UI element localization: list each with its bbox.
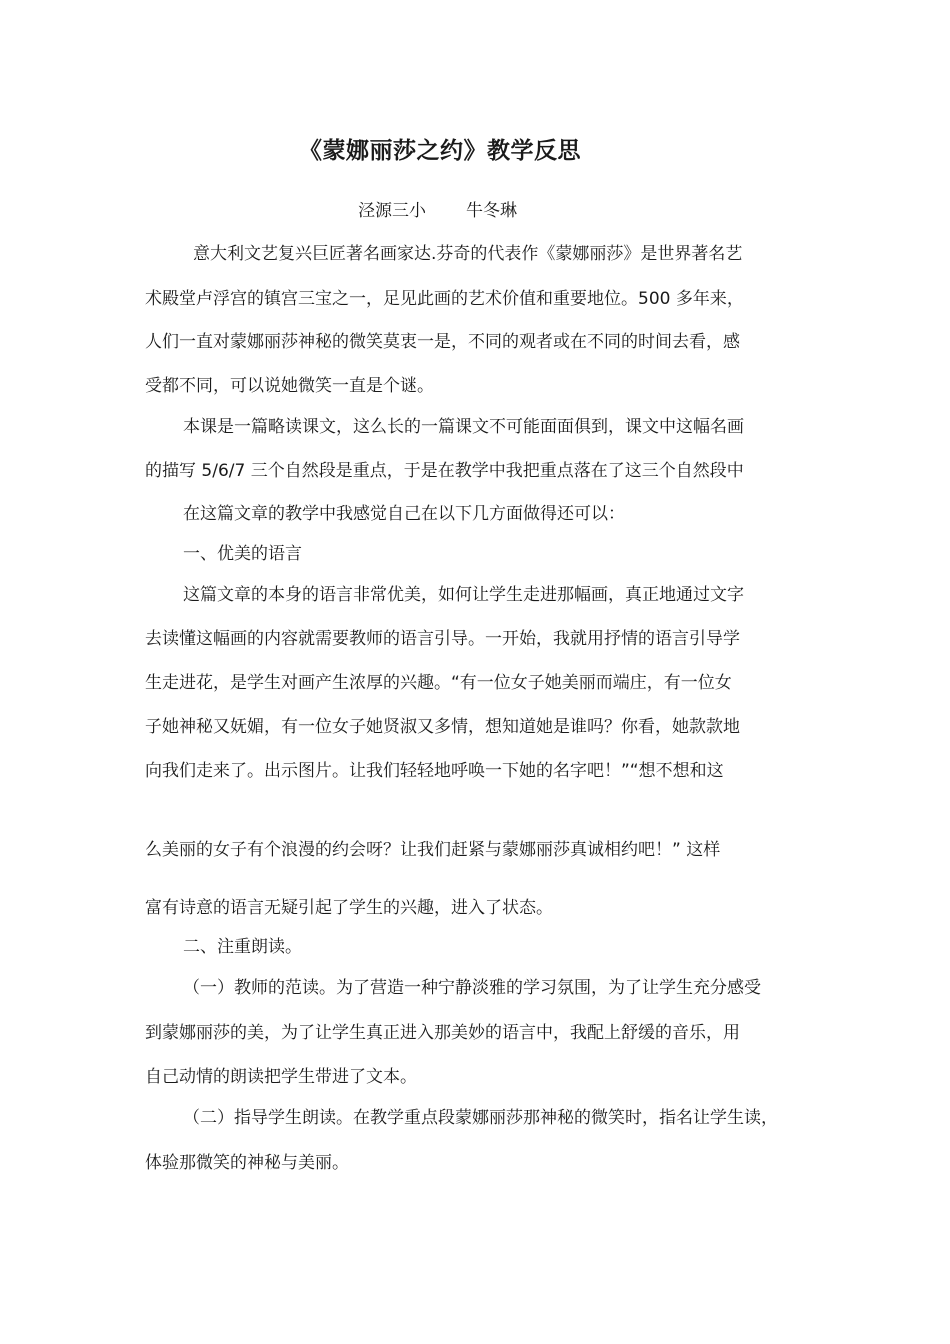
byline: [358, 196, 517, 221]
body-line: 这篇文章的本身的语言非常优美，如何让学生走进那幅画，真正地通过文字: [183, 585, 744, 605]
body-line: 去读懂这幅画的内容就需要教师的语言引导。一开始，我就用抒情的语言引导学: [145, 629, 740, 649]
school-name: 泾源三小: [358, 201, 426, 221]
body-line: 意大利文艺复兴巨匠著名画家达.芬奇的代表作《蒙娜丽莎》是世界著名艺: [193, 244, 743, 264]
body-line: 富有诗意的语言无疑引起了学生的兴趣，进入了状态。: [145, 898, 553, 918]
body-line: （二）指导学生朗读。在教学重点段蒙娜丽莎那神秘的微笑时，指名让学生读，: [183, 1108, 778, 1128]
body-line: 么美丽的女子有个浪漫的约会呀？让我们赶紧与蒙娜丽莎真诚相约吧！” 这样: [145, 840, 721, 860]
body-line: 术殿堂卢浮宫的镇宫三宝之一，足见此画的艺术价值和重要地位。500 多年来，: [145, 289, 744, 309]
body-line: （一）教师的范读。为了营造一种宁静淡雅的学习氛围，为了让学生充分感受: [183, 978, 761, 998]
body-line: 子她神秘又妩媚，有一位女子她贤淑又多情，想知道她是谁吗？你看，她款款地: [145, 717, 740, 737]
body-line: 自己动情的朗读把学生带进了文本。: [145, 1067, 417, 1087]
body-line: 生走进花，是学生对画产生浓厚的兴趣。“有一位女子她美丽而端庄，有一位女: [145, 673, 732, 693]
section-heading: 二、注重朗读。: [183, 937, 302, 957]
body-line: 到蒙娜丽莎的美，为了让学生真正进入那美妙的语言中，我配上舒缓的音乐，用: [145, 1023, 740, 1043]
body-line: 本课是一篇略读课文，这么长的一篇课文不可能面面俱到，课文中这幅名画: [183, 417, 744, 437]
body-line: 体验那微笑的神秘与美丽。: [145, 1153, 349, 1173]
document-title: 《蒙娜丽莎之约》教学反思: [299, 138, 581, 164]
section-heading: 一、优美的语言: [183, 544, 302, 564]
body-line: 的描写 5/6/7 三个自然段是重点，于是在教学中我把重点落在了这三个自然段中: [145, 461, 744, 481]
author-name: 牛冬琳: [466, 201, 517, 221]
body-line: 人们一直对蒙娜丽莎神秘的微笑莫衷一是，不同的观者或在不同的时间去看，感: [145, 332, 740, 352]
body-line: 在这篇文章的教学中我感觉自己在以下几方面做得还可以：: [183, 504, 625, 524]
body-line: 向我们走来了。出示图片。让我们轻轻地呼唤一下她的名字吧！”“想不想和这: [145, 761, 724, 781]
body-line: 受都不同，可以说她微笑一直是个谜。: [145, 376, 434, 396]
